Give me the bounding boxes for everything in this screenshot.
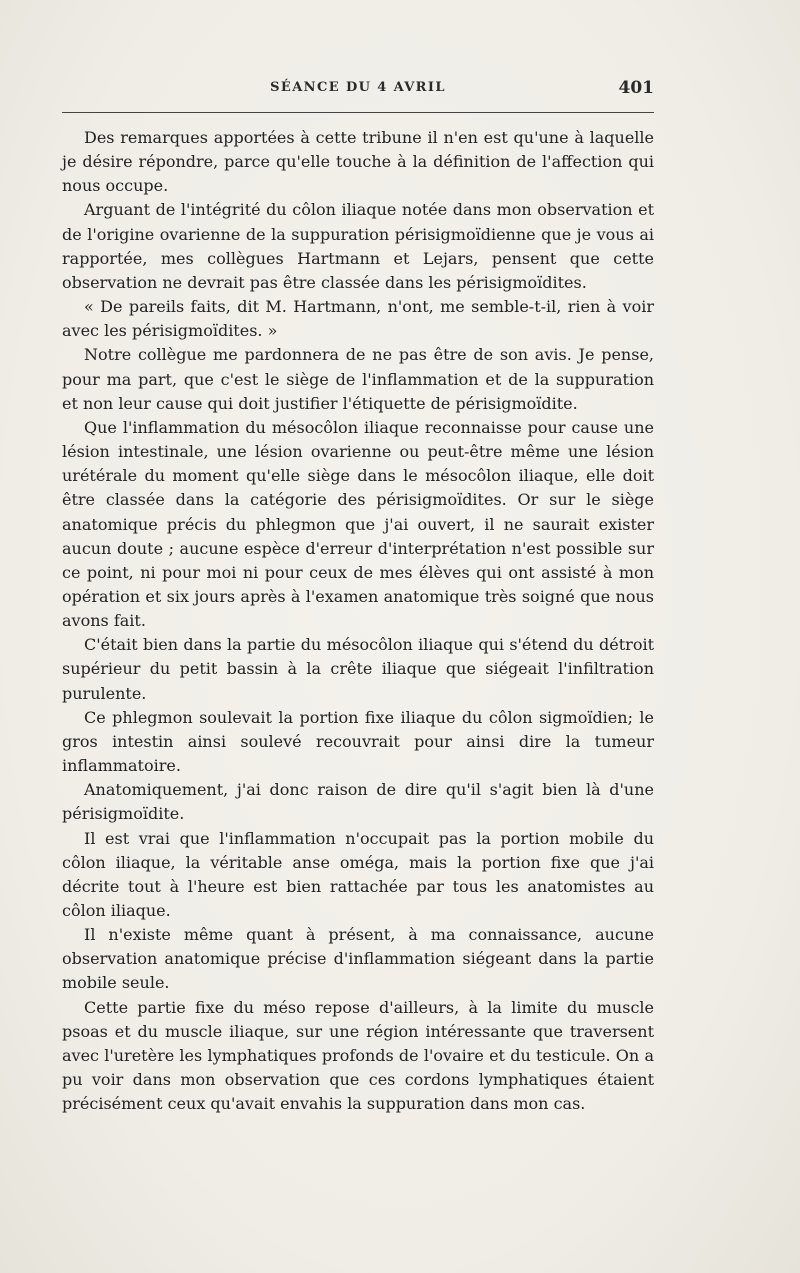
paragraph: Notre collègue me pardonnera de ne pas être de son avis. Je pense, pour ma part, que c'est le siège de l'inflammation et de la suppuration et non leur cause qui doit justifier l'étiquette de périsigmoïdite. bbox=[62, 345, 654, 413]
page-header bbox=[62, 78, 654, 102]
paragraph: Il n'existe même quant à présent, à ma connaissance, aucune observation anatomique précise d'inflammation siégeant dans la partie mobile seule. bbox=[62, 925, 654, 993]
paragraph: Il est vrai que l'inflammation n'occupait pas la portion mobile du côlon iliaque, la véritable anse oméga, mais la portion fixe que j'ai décrite tout à l'heure est bien rattachée par tous les anatomistes au côlon iliaque. bbox=[62, 828, 654, 920]
page-number: 401 bbox=[618, 78, 654, 98]
paragraph: Cette partie fixe du méso repose d'ailleurs, à la limite du muscle psoas et du muscle iliaque, sur une région intéressante que traversent avec l'uretère les lymphatiques profonds de l'ovaire et du testicule. On a pu voir dans mon observation que ces cordons lymphatiques étaient précisément ceux qu'avait envahis la suppuration dans mon cas. bbox=[62, 997, 654, 1114]
paragraph: « De pareils faits, dit M. Hartmann, n'ont, me semble-t-il, rien à voir avec les périsigmoïdites. » bbox=[62, 297, 654, 341]
paragraph: Arguant de l'intégrité du côlon iliaque notée dans mon observation et de l'origine ovarienne de la suppuration périsigmoïdienne que je vous ai rapportée, mes collègues Hartmann et Lejars, pensent que cette observation ne devrait pas être classée dans les périsigmoïdites. bbox=[62, 200, 654, 292]
header-rule bbox=[62, 112, 654, 113]
body-text bbox=[62, 126, 654, 1116]
paragraph: Que l'inflammation du mésocôlon iliaque reconnaisse pour cause une lésion intestinale, une lésion ovarienne ou peut-être même une lésion urétérale du moment qu'elle siège dans le mésocôlon iliaque, elle doit être classée dans la catégorie des périsigmoïdites. Or sur le siège anatomique précis du phlegmon que j'ai ouvert, il ne saurait exister aucun doute ; aucune espèce d'erreur d'interprétation n'est possible sur ce point, ni pour moi ni pour ceux de mes élèves qui ont assisté à mon opération et six jours après à l'examen anatomique très soigné que nous avons fait. bbox=[62, 417, 654, 631]
paragraph: Des remarques apportées à cette tribune il n'en est qu'une à laquelle je désire répondre, parce qu'elle touche à la définition de l'affection qui nous occupe. bbox=[62, 128, 654, 196]
paragraph: Ce phlegmon soulevait la portion fixe iliaque du côlon sigmoïdien; le gros intestin ainsi soulevé recouvrait pour ainsi dire la tumeur inflammatoire. bbox=[62, 707, 654, 776]
paragraph: C'était bien dans la partie du mésocôlon iliaque qui s'étend du détroit supérieur du petit bassin à la crête iliaque que siégeait l'infiltration purulente. bbox=[62, 635, 654, 703]
paragraph: Anatomiquement, j'ai donc raison de dire qu'il s'agit bien là d'une périsigmoïdite. bbox=[62, 780, 654, 824]
running-head: SÉANCE DU 4 AVRIL bbox=[270, 80, 446, 95]
